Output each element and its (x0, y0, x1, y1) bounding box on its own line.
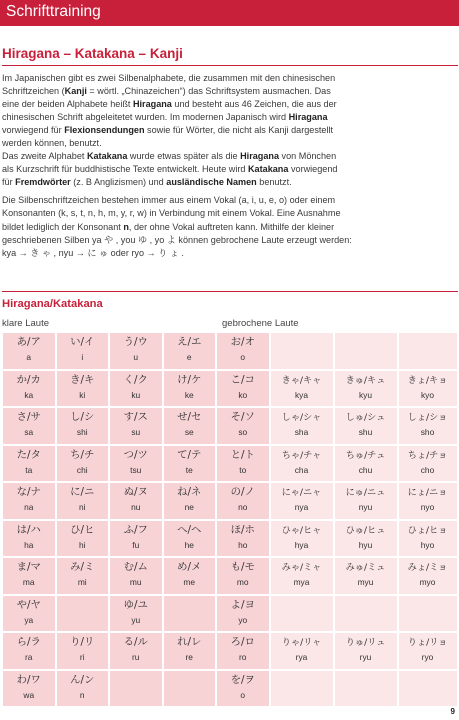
romaji: ri (79, 652, 85, 662)
romaji: ha (24, 539, 34, 550)
kana-characters: お/オ (230, 336, 255, 348)
kana-characters: しゅ/シュ (345, 412, 386, 423)
romaji: o (240, 352, 246, 362)
kana-characters: つ/ツ (123, 448, 148, 461)
romaji: n (79, 689, 85, 700)
kana-characters: ゆ/ユ (123, 598, 148, 611)
kana-characters: みゅ/ミュ (345, 562, 386, 573)
kana-cell (271, 633, 333, 669)
kana-characters: き/キ (70, 373, 95, 386)
text-line (2, 72, 456, 85)
kana-characters: ら/ラ (16, 636, 41, 648)
kana-cell (110, 596, 162, 632)
text-span: benutzt. (256, 177, 292, 188)
kana-characters: しょ/ショ (407, 412, 448, 423)
empty-cell (335, 596, 397, 632)
kana-cell (217, 446, 269, 482)
kana-cell (217, 596, 269, 632)
kana-characters: む/ム (123, 561, 148, 573)
kana-cell (399, 446, 457, 482)
kana-cell (164, 333, 216, 369)
romaji: hi (78, 539, 86, 550)
text-line (2, 163, 456, 176)
kana-characters: ん/ン (70, 673, 95, 686)
kana-characters: きょ/キョ (407, 374, 448, 386)
kana-characters: きゃ/キャ (281, 374, 322, 386)
bold-term: Hiragana (132, 99, 172, 110)
romaji: kya (294, 389, 309, 400)
romaji: mo (236, 577, 249, 587)
label-simple-sounds: klare Laute (2, 318, 50, 329)
kana-cell (217, 521, 269, 557)
kana-cell (57, 671, 109, 707)
table-divider (2, 291, 458, 292)
romaji: me (183, 577, 196, 587)
kana-cell (164, 408, 216, 444)
kana-cell (3, 596, 55, 632)
romaji: su (131, 427, 141, 437)
kana-cell (110, 558, 162, 594)
romaji: sa (24, 427, 34, 437)
kana-characters: ちゅ/チュ (345, 449, 386, 461)
kana-cell (3, 671, 55, 707)
text-span: eine der beiden Alphabete heißt (2, 99, 133, 110)
romaji: chu (358, 464, 373, 475)
kana-cell (335, 371, 397, 407)
text-line (2, 247, 456, 260)
text-span: Schriftzeichen ( (2, 86, 65, 97)
romaji: i (81, 352, 84, 362)
kana-cell (217, 483, 269, 519)
text-span: Die Silbenschriftzeichen bestehen immer aus einem Vokal (a, i, u, e, o) oder einem (2, 195, 336, 206)
kana-cell (164, 633, 216, 669)
text-span: = wörtl. „Chinazeichen“) das Schriftsystem ausmachen. Das (86, 86, 331, 97)
kana-cell (57, 633, 109, 669)
kana-characters: ね/ネ (177, 486, 202, 498)
romaji: ni (78, 502, 86, 512)
text-span: vorwiegend (288, 164, 338, 175)
romaji: kyu (358, 389, 373, 400)
kana-cell (217, 671, 269, 707)
romaji: ya (24, 614, 34, 625)
kana-characters: し/シ (70, 411, 95, 423)
page-header (0, 0, 459, 26)
text-line (2, 137, 456, 150)
romaji: hyu (358, 539, 373, 550)
text-line (2, 98, 456, 111)
text-line (2, 194, 456, 207)
text-span: kya → き ゃ , nyu → に ゅ oder ryo → り ょ . (2, 247, 184, 258)
romaji: yu (131, 614, 141, 625)
kana-characters: みょ/ミョ (407, 562, 448, 573)
empty-cell (164, 596, 216, 632)
empty-cell (271, 333, 333, 369)
romaji: chi (76, 464, 88, 475)
paragraph-1 (2, 72, 456, 189)
kana-characters: りゃ/リャ (281, 637, 322, 648)
romaji: ru (132, 652, 140, 662)
kana-cell (271, 483, 333, 519)
kana-cell (57, 333, 109, 369)
kana-cell (3, 371, 55, 407)
empty-cell (335, 333, 397, 369)
romaji: re (185, 652, 193, 662)
kana-cell (57, 483, 109, 519)
kana-cell (57, 521, 109, 557)
kana-characters: ちょ/チョ (407, 449, 448, 461)
romaji: cho (420, 464, 435, 475)
kana-cell (399, 633, 457, 669)
kana-cell (399, 558, 457, 594)
kana-characters: る/ル (123, 636, 148, 648)
kana-cell (271, 446, 333, 482)
kana-cell (110, 333, 162, 369)
text-span: als Kurzschrift für buddhistische Texte entwickelt. Heute wird (2, 164, 248, 175)
kana-cell (57, 371, 109, 407)
kana-cell (110, 408, 162, 444)
romaji: mu (129, 577, 142, 587)
kana-cell (335, 408, 397, 444)
kana-cell (3, 446, 55, 482)
kana-characters: く/ク (123, 373, 148, 386)
text-span: wurde etwas später als die (127, 151, 241, 162)
kana-cell (3, 521, 55, 557)
romaji: no (238, 502, 248, 512)
text-span: Konsonanten (k, s, t, n, h, m, y, r, w) in Verbindung mit einem Vokal. Eine Ausnahme (2, 208, 341, 219)
romaji: he (184, 539, 194, 550)
kana-cell (399, 483, 457, 519)
bold-term: n (123, 221, 129, 232)
kana-characters: に/ニ (70, 486, 95, 498)
kana-cell (399, 408, 457, 444)
text-line (2, 124, 456, 137)
romaji: ku (131, 389, 141, 400)
kana-cell (164, 483, 216, 519)
romaji: ho (238, 539, 248, 550)
kana-cell (164, 558, 216, 594)
kana-characters: め/メ (177, 561, 202, 573)
bold-term: Flexionsendungen (64, 125, 145, 136)
romaji: ryo (421, 652, 434, 662)
kana-cell (335, 446, 397, 482)
romaji: a (26, 352, 32, 362)
romaji: myo (419, 577, 436, 587)
romaji: to (239, 464, 247, 475)
kana-characters: ひ/ヒ (70, 523, 95, 536)
kana-characters: そ/ソ (230, 411, 255, 423)
romaji: mya (293, 577, 310, 587)
kana-cell (110, 483, 162, 519)
kana-characters: ひゃ/ヒャ (281, 524, 322, 536)
kana-cell (164, 371, 216, 407)
kana-characters: へ/ヘ (177, 523, 202, 536)
empty-cell (271, 671, 333, 707)
kana-cell (57, 408, 109, 444)
romaji: shi (76, 427, 88, 437)
romaji: nu (131, 502, 141, 512)
kana-characters: あ/ア (16, 336, 41, 348)
romaji: rya (295, 652, 308, 662)
empty-cell (399, 333, 457, 369)
kana-cell (335, 633, 397, 669)
text-span: chinesischen Schrift abgeleitetet wurden. Im modernen Japanisch wird (2, 112, 289, 123)
kana-characters: にょ/ニョ (407, 487, 448, 498)
kana-cell (217, 333, 269, 369)
kana-characters: よ/ヨ (230, 598, 255, 611)
page-number: 9 (450, 707, 455, 716)
kana-characters: ふ/フ (123, 523, 148, 536)
text-line (2, 111, 456, 124)
romaji: ma (22, 577, 35, 587)
text-span: geschriebenen Silben ya や , you ゆ , yo よ können gebrochene Laute erzeugt werden: (2, 234, 352, 245)
kana-characters: ひょ/ヒョ (407, 524, 448, 536)
kana-cell (217, 408, 269, 444)
romaji: cha (294, 464, 309, 475)
romaji: nya (294, 502, 309, 512)
romaji: mi (77, 577, 87, 587)
kana-characters: う/ウ (123, 336, 148, 348)
kana-characters: わ/ワ (16, 673, 41, 686)
kana-cell (335, 521, 397, 557)
kana-characters: れ/レ (177, 636, 202, 648)
kana-cell (3, 483, 55, 519)
kana-characters: な/ナ (16, 486, 41, 498)
kana-cell (217, 371, 269, 407)
kana-characters: こ/コ (230, 373, 255, 386)
kana-cell (110, 371, 162, 407)
text-span: Das zweite Alphabet (2, 151, 87, 162)
text-line (2, 234, 456, 247)
text-span: von Mönchen (279, 151, 337, 162)
romaji: myu (357, 577, 374, 587)
kana-cell (271, 408, 333, 444)
romaji: so (238, 427, 248, 437)
text-span: , der ohne Vokal auftreten kann. Mithilfe der kleiner (128, 221, 335, 232)
kana-characters: にゃ/ニャ (281, 487, 322, 498)
text-span: vorwiegend für (2, 125, 65, 136)
romaji: o (240, 689, 246, 700)
section-title: Hiragana – Katakana – Kanji (2, 46, 183, 61)
kana-cell (335, 483, 397, 519)
kana-characters: い/イ (70, 336, 95, 348)
kana-cell (57, 558, 109, 594)
text-line (2, 176, 456, 189)
kana-characters: は/ハ (16, 523, 41, 536)
romaji: ro (239, 652, 247, 662)
text-line (2, 207, 456, 220)
romaji: te (185, 464, 193, 475)
romaji: ki (79, 389, 86, 400)
text-span: und besteht aus 46 Zeichen, die aus der (171, 99, 337, 110)
kana-cell (164, 446, 216, 482)
kana-characters: す/ス (123, 411, 148, 423)
empty-cell (271, 596, 333, 632)
empty-cell (399, 596, 457, 632)
kana-characters: しゃ/シャ (281, 412, 322, 423)
kana-cell (399, 521, 457, 557)
text-line (2, 221, 456, 234)
romaji: sho (420, 427, 435, 437)
kana-characters: み/ミ (70, 561, 95, 573)
kana-characters: け/ケ (177, 373, 202, 386)
kana-cell (271, 521, 333, 557)
text-line (2, 85, 456, 98)
kana-characters: ろ/ロ (230, 636, 255, 648)
kana-cell (271, 371, 333, 407)
empty-cell (335, 671, 397, 707)
kana-characters: ち/チ (70, 448, 95, 461)
kana-cell (3, 408, 55, 444)
bold-term: ausländische Namen (166, 177, 257, 188)
section-divider (2, 65, 458, 66)
romaji: ne (184, 502, 194, 512)
kana-characters: の/ノ (230, 486, 255, 498)
kana-cell (271, 558, 333, 594)
kana-cell (110, 446, 162, 482)
romaji: se (184, 427, 194, 437)
kana-cell (217, 558, 269, 594)
text-span: (z. B Anglizismen) und (70, 177, 167, 188)
kana-characters: え/エ (177, 336, 202, 348)
romaji: sha (294, 427, 309, 437)
kana-characters: にゅ/ニュ (345, 487, 386, 498)
romaji: wa (23, 689, 35, 700)
kana-characters: さ/サ (16, 411, 41, 423)
kana-characters: ぬ/ヌ (123, 486, 148, 498)
table-title: Hiragana/Katakana (2, 298, 103, 310)
bold-term: Fremdwörter (15, 177, 71, 188)
romaji: fu (132, 539, 140, 550)
kana-cell (110, 521, 162, 557)
label-compound-sounds: gebrochene Laute (222, 318, 299, 329)
kana-characters: て/テ (177, 448, 202, 461)
body-text (2, 72, 456, 260)
bold-term: Katakana (86, 151, 128, 162)
kana-characters: を/ヲ (230, 673, 255, 686)
empty-cell (110, 671, 162, 707)
kana-cell (3, 558, 55, 594)
romaji: ke (184, 389, 194, 400)
romaji: hya (294, 539, 309, 550)
romaji: kyo (420, 389, 435, 400)
romaji: tsu (130, 464, 142, 475)
romaji: na (24, 502, 34, 512)
kana-cell (3, 333, 55, 369)
kana-characters: ま/マ (16, 561, 41, 573)
kana-characters: りょ/リョ (407, 637, 448, 648)
bold-term: Hiragana (240, 151, 280, 162)
kana-cell (217, 633, 269, 669)
romaji: hyo (420, 539, 435, 550)
romaji: shu (358, 427, 373, 437)
romaji: yo (238, 614, 248, 625)
romaji: nyu (358, 502, 373, 512)
kana-cell (399, 371, 457, 407)
romaji: ka (24, 389, 34, 400)
kana-cell (335, 558, 397, 594)
text-span: bildet lediglich der Konsonant (2, 221, 124, 232)
empty-cell (399, 671, 457, 707)
kana-characters: や/ヤ (16, 598, 41, 611)
romaji: nyo (420, 502, 435, 512)
paragraph-2 (2, 194, 456, 259)
kana-cell (110, 633, 162, 669)
kana-characters: か/カ (16, 373, 41, 386)
kana-characters: も/モ (230, 561, 255, 573)
empty-cell (164, 671, 216, 707)
kana-characters: せ/セ (177, 411, 202, 423)
text-span: für (2, 177, 16, 188)
kana-cell (57, 446, 109, 482)
kana-cell (164, 521, 216, 557)
kana-characters: りゅ/リュ (345, 637, 386, 648)
kana-characters: ちゃ/チャ (281, 449, 322, 461)
romaji: ko (238, 389, 248, 400)
kana-characters: と/ト (230, 448, 255, 461)
kana-characters: ほ/ホ (230, 523, 255, 536)
bold-term: Kanji (64, 86, 87, 97)
header-title: Schrifttraining (6, 3, 101, 20)
kana-characters: きゅ/キュ (345, 374, 386, 386)
kana-characters: みゃ/ミャ (281, 562, 322, 573)
kana-characters: た/タ (16, 448, 41, 461)
kana-characters: り/リ (70, 636, 95, 648)
romaji: u (133, 352, 139, 362)
bold-term: Hiragana (288, 112, 328, 123)
romaji: e (186, 352, 192, 362)
bold-term: Katakana (247, 164, 289, 175)
kana-cell (3, 633, 55, 669)
romaji: ra (25, 652, 33, 662)
text-span: Im Japanischen gibt es zwei Silbenalphabete, die zusammen mit den chinesischen (2, 73, 336, 83)
empty-cell (57, 596, 109, 632)
text-span: sowie für Wörter, die nicht als Kanji dargestellt (144, 125, 334, 136)
romaji: ryu (359, 652, 372, 662)
romaji: ta (25, 464, 33, 475)
text-span: werden können, benutzt. (2, 138, 102, 149)
kana-characters: ひゅ/ヒュ (345, 524, 386, 536)
text-line (2, 150, 456, 163)
